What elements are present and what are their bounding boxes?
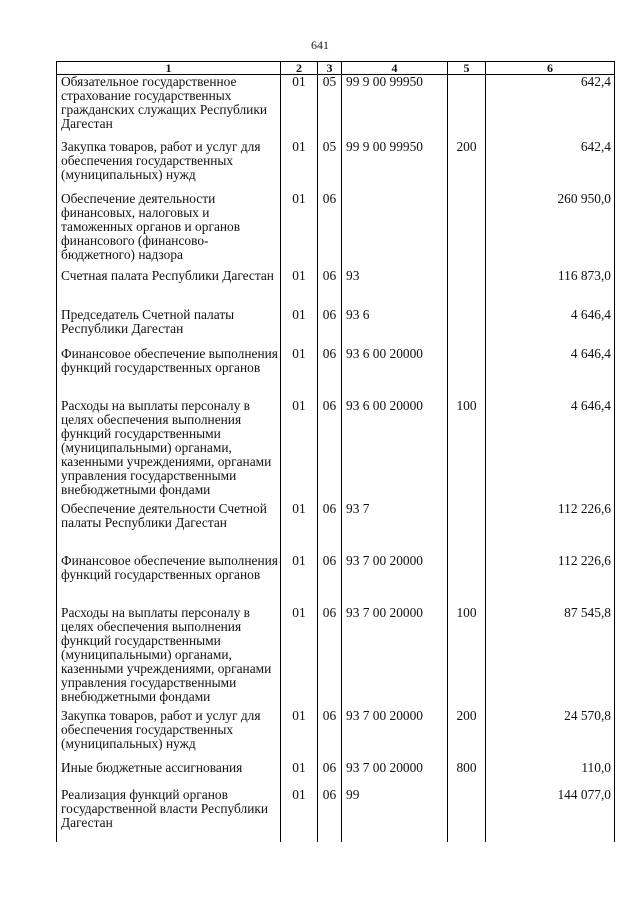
row-target-code: 99 bbox=[342, 788, 448, 842]
row-expense-type bbox=[448, 308, 486, 347]
row-section-code: 01 bbox=[281, 709, 318, 761]
row-subsection-code: 06 bbox=[318, 192, 342, 269]
row-subsection-code: 06 bbox=[318, 709, 342, 761]
row-target-code: 93 7 00 20000 bbox=[342, 606, 448, 709]
column-header: 4 bbox=[342, 62, 448, 75]
row-expense-type bbox=[448, 269, 486, 308]
page-number: 641 bbox=[311, 38, 329, 52]
row-subsection-code: 05 bbox=[318, 140, 342, 192]
table-row bbox=[57, 788, 615, 842]
row-subsection-code: 06 bbox=[318, 788, 342, 842]
row-subsection-code: 06 bbox=[318, 502, 342, 554]
row-amount: 4 646,4 bbox=[486, 399, 615, 502]
row-target-code: 93 7 00 20000 bbox=[342, 709, 448, 761]
row-amount: 260 950,0 bbox=[486, 192, 615, 269]
row-name: Закупка товаров, работ и услуг для обеспечения государственных (муниципальных) нужд bbox=[57, 709, 281, 761]
row-section-code: 01 bbox=[281, 606, 318, 709]
table-row bbox=[57, 399, 615, 502]
row-target-code: 93 6 bbox=[342, 308, 448, 347]
column-header: 6 bbox=[486, 62, 615, 75]
table-row bbox=[57, 347, 615, 399]
row-amount: 4 646,4 bbox=[486, 308, 615, 347]
column-header: 5 bbox=[448, 62, 486, 75]
row-name: Расходы на выплаты персоналу в целях обеспечения выполнения функций государственными (муниципальными) органами, казенными учреждениями, органами управления государственными внебюджетными фондами bbox=[57, 399, 281, 502]
row-section-code: 01 bbox=[281, 399, 318, 502]
row-target-code: 93 7 00 20000 bbox=[342, 554, 448, 606]
row-section-code: 01 bbox=[281, 761, 318, 788]
row-expense-type: 200 bbox=[448, 709, 486, 761]
header-row bbox=[57, 62, 615, 75]
row-name: Обеспечение деятельности Счетной палаты Республики Дагестан bbox=[57, 502, 281, 554]
row-section-code: 01 bbox=[281, 347, 318, 399]
row-expense-type bbox=[448, 554, 486, 606]
table-row bbox=[57, 75, 615, 140]
table-row bbox=[57, 308, 615, 347]
row-section-code: 01 bbox=[281, 554, 318, 606]
column-header: 1 bbox=[57, 62, 281, 75]
row-section-code: 01 bbox=[281, 75, 318, 140]
row-amount: 4 646,4 bbox=[486, 347, 615, 399]
row-subsection-code: 06 bbox=[318, 554, 342, 606]
row-target-code: 93 7 00 20000 bbox=[342, 761, 448, 788]
row-amount: 642,4 bbox=[486, 75, 615, 140]
row-subsection-code: 06 bbox=[318, 606, 342, 709]
row-target-code: 93 bbox=[342, 269, 448, 308]
row-name: Председатель Счетной палаты Республики Дагестан bbox=[57, 308, 281, 347]
table-row bbox=[57, 192, 615, 269]
row-subsection-code: 06 bbox=[318, 761, 342, 788]
row-expense-type bbox=[448, 788, 486, 842]
row-expense-type bbox=[448, 502, 486, 554]
row-amount: 642,4 bbox=[486, 140, 615, 192]
row-section-code: 01 bbox=[281, 788, 318, 842]
row-target-code: 93 6 00 20000 bbox=[342, 399, 448, 502]
table-row bbox=[57, 269, 615, 308]
row-name: Счетная палата Республики Дагестан bbox=[57, 269, 281, 308]
row-amount: 110,0 bbox=[486, 761, 615, 788]
row-target-code: 99 9 00 99950 bbox=[342, 140, 448, 192]
row-expense-type bbox=[448, 192, 486, 269]
row-target-code bbox=[342, 192, 448, 269]
table-row bbox=[57, 709, 615, 761]
row-section-code: 01 bbox=[281, 502, 318, 554]
row-section-code: 01 bbox=[281, 140, 318, 192]
row-name: Иные бюджетные ассигнования bbox=[57, 761, 281, 788]
budget-table bbox=[56, 61, 615, 842]
row-target-code: 93 7 bbox=[342, 502, 448, 554]
row-amount: 87 545,8 bbox=[486, 606, 615, 709]
column-header: 3 bbox=[318, 62, 342, 75]
row-section-code: 01 bbox=[281, 269, 318, 308]
row-amount: 112 226,6 bbox=[486, 554, 615, 606]
row-expense-type: 200 bbox=[448, 140, 486, 192]
row-target-code: 93 6 00 20000 bbox=[342, 347, 448, 399]
table-row bbox=[57, 140, 615, 192]
row-amount: 116 873,0 bbox=[486, 269, 615, 308]
row-amount: 24 570,8 bbox=[486, 709, 615, 761]
row-expense-type: 100 bbox=[448, 399, 486, 502]
row-section-code: 01 bbox=[281, 192, 318, 269]
row-expense-type: 800 bbox=[448, 761, 486, 788]
row-name: Расходы на выплаты персоналу в целях обеспечения выполнения функций государственными (муниципальными) органами, казенными учреждениями, органами управления государственными внебюджетными фондами bbox=[57, 606, 281, 709]
row-subsection-code: 06 bbox=[318, 308, 342, 347]
column-header: 2 bbox=[281, 62, 318, 75]
row-expense-type bbox=[448, 347, 486, 399]
row-amount: 112 226,6 bbox=[486, 502, 615, 554]
row-section-code: 01 bbox=[281, 308, 318, 347]
row-expense-type bbox=[448, 75, 486, 140]
row-name: Обязательное государственное страхование государственных гражданских служащих Республики Дагестан bbox=[57, 75, 281, 140]
table-row bbox=[57, 554, 615, 606]
row-subsection-code: 06 bbox=[318, 269, 342, 308]
row-expense-type: 100 bbox=[448, 606, 486, 709]
row-name: Обеспечение деятельности финансовых, налоговых и таможенных органов и органов финансового (финансово-бюджетного) надзора bbox=[57, 192, 281, 269]
row-subsection-code: 05 bbox=[318, 75, 342, 140]
row-name: Реализация функций органов государственной власти Республики Дагестан bbox=[57, 788, 281, 842]
table-row bbox=[57, 502, 615, 554]
row-amount: 144 077,0 bbox=[486, 788, 615, 842]
row-name: Финансовое обеспечение выполнения функций государственных органов bbox=[57, 347, 281, 399]
table-row bbox=[57, 606, 615, 709]
row-subsection-code: 06 bbox=[318, 347, 342, 399]
row-name: Закупка товаров, работ и услуг для обеспечения государственных (муниципальных) нужд bbox=[57, 140, 281, 192]
table-row bbox=[57, 761, 615, 788]
row-target-code: 99 9 00 99950 bbox=[342, 75, 448, 140]
row-name: Финансовое обеспечение выполнения функций государственных органов bbox=[57, 554, 281, 606]
row-subsection-code: 06 bbox=[318, 399, 342, 502]
